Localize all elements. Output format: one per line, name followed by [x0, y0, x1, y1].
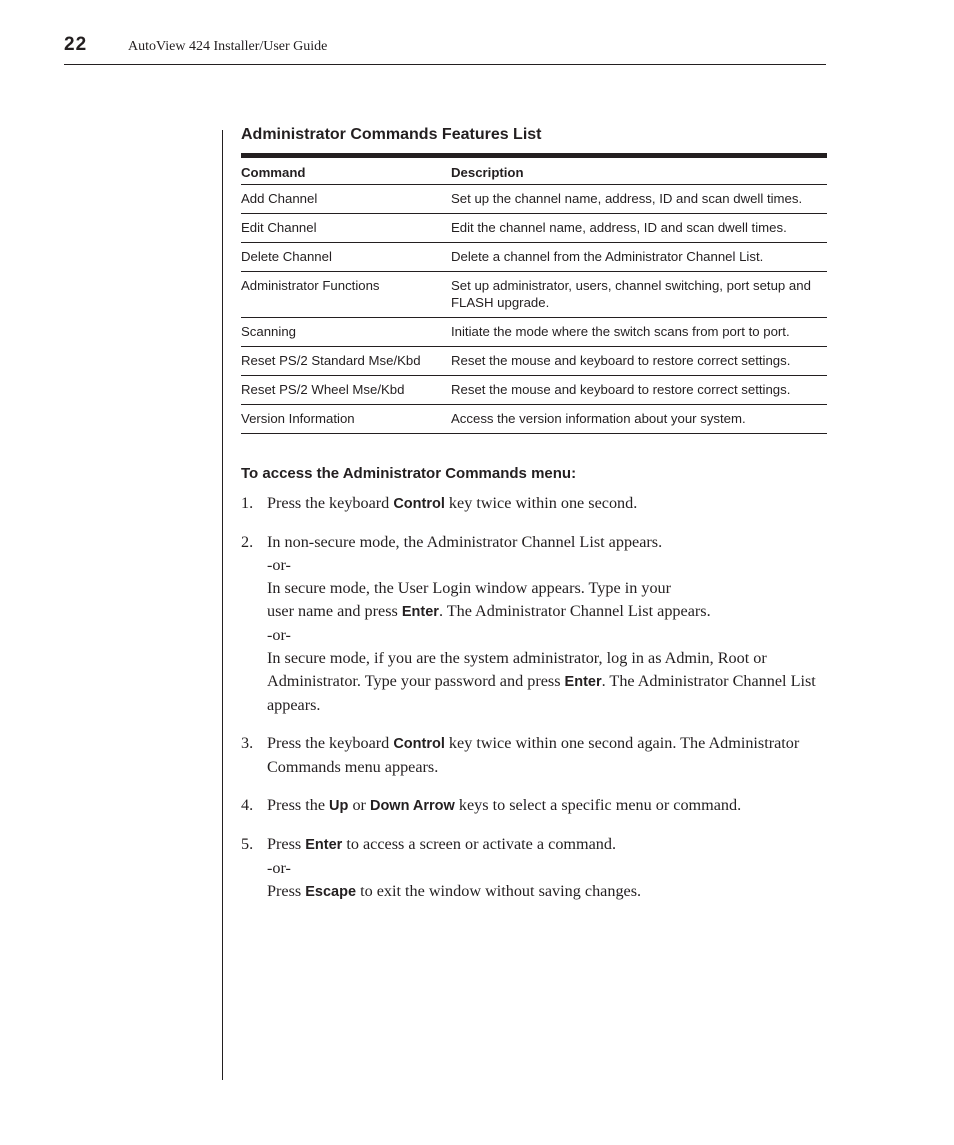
step-text: In secure mode, if you are the system administrator, log in as Admin, Root or Administrator. Type your password and press — [267, 649, 767, 690]
step-text: . The Administrator Channel List appears. — [438, 602, 711, 620]
step-text: user name and press — [267, 602, 402, 620]
key-name: Enter — [305, 837, 343, 853]
key-name: Control — [393, 496, 445, 512]
description-cell: Set up administrator, users, channel switching, port setup and FLASH upgrade. — [451, 272, 827, 318]
column-header-command: Command — [241, 156, 451, 185]
section-title: Administrator Commands Features List — [241, 126, 542, 143]
command-cell: Version Information — [241, 405, 451, 434]
step-text: to access a screen or activate a command. — [342, 835, 617, 853]
key-name: Up — [329, 798, 349, 814]
description-cell: Edit the channel name, address, ID and scan dwell times. — [451, 214, 827, 243]
description-cell: Initiate the mode where the switch scans from port to port. — [451, 318, 827, 347]
command-cell: Administrator Functions — [241, 272, 451, 318]
key-name: Down Arrow — [369, 798, 455, 814]
margin-rule — [222, 130, 223, 1080]
step-1 — [241, 492, 827, 516]
command-cell: Delete Channel — [241, 243, 451, 272]
or-separator: -or- — [267, 626, 291, 644]
procedure-title: To access the Administrator Commands menu: — [241, 465, 577, 482]
step-5 — [241, 833, 827, 904]
step-text: keys to select a specific menu or command. — [454, 796, 742, 814]
step-2 — [241, 531, 827, 717]
step-text: Press — [267, 882, 306, 900]
table-row — [241, 185, 827, 214]
description-cell: Delete a channel from the Administrator Channel List. — [451, 243, 827, 272]
step-number: 4. — [241, 796, 254, 814]
table-row — [241, 347, 827, 376]
step-text: Press the keyboard — [267, 494, 394, 512]
features-table — [241, 153, 827, 434]
procedure-steps — [241, 492, 827, 904]
table-row — [241, 272, 827, 318]
step-text: or — [348, 796, 370, 814]
key-name: Enter — [564, 674, 602, 690]
step-text: Press the — [267, 796, 330, 814]
step-text: key twice within one second again. The Administrator Commands menu appears. — [267, 734, 800, 776]
description-cell: Reset the mouse and keyboard to restore correct settings. — [451, 347, 827, 376]
step-number: 1. — [241, 494, 254, 512]
command-cell: Reset PS/2 Wheel Mse/Kbd — [241, 376, 451, 405]
step-text: In non-secure mode, the Administrator Channel List appears. — [267, 533, 663, 551]
column-header-description: Description — [451, 156, 827, 185]
table-header-row — [241, 156, 827, 185]
step-number: 2. — [241, 533, 254, 551]
or-separator: -or- — [267, 556, 291, 574]
table-row — [241, 214, 827, 243]
description-cell: Reset the mouse and keyboard to restore correct settings. — [451, 376, 827, 405]
description-cell: Access the version information about your system. — [451, 405, 827, 434]
step-3 — [241, 732, 827, 779]
table-row — [241, 376, 827, 405]
table-row — [241, 405, 827, 434]
or-separator: -or- — [267, 859, 291, 877]
command-cell: Edit Channel — [241, 214, 451, 243]
step-text: Press the keyboard — [267, 734, 394, 752]
key-name: Enter — [401, 604, 439, 620]
step-text: In secure mode, the User Login window appears. Type in your — [267, 579, 672, 597]
command-cell: Scanning — [241, 318, 451, 347]
main-content — [241, 126, 827, 919]
step-number: 3. — [241, 734, 254, 752]
running-title: AutoView 424 Installer/User Guide — [128, 39, 328, 54]
table-row — [241, 243, 827, 272]
step-text: Press — [267, 835, 306, 853]
step-text: . The Administrator Channel List appears. — [267, 672, 816, 714]
command-cell: Add Channel — [241, 185, 451, 214]
table-row — [241, 318, 827, 347]
step-text: to exit the window without saving changes. — [356, 882, 642, 900]
page-number: 22 — [64, 34, 88, 55]
step-number: 5. — [241, 835, 254, 853]
key-name: Control — [393, 736, 445, 752]
page-header — [64, 34, 826, 65]
command-cell: Reset PS/2 Standard Mse/Kbd — [241, 347, 451, 376]
step-4 — [241, 794, 827, 818]
step-text: key twice within one second. — [444, 494, 638, 512]
key-name: Escape — [305, 884, 357, 900]
description-cell: Set up the channel name, address, ID and scan dwell times. — [451, 185, 827, 214]
